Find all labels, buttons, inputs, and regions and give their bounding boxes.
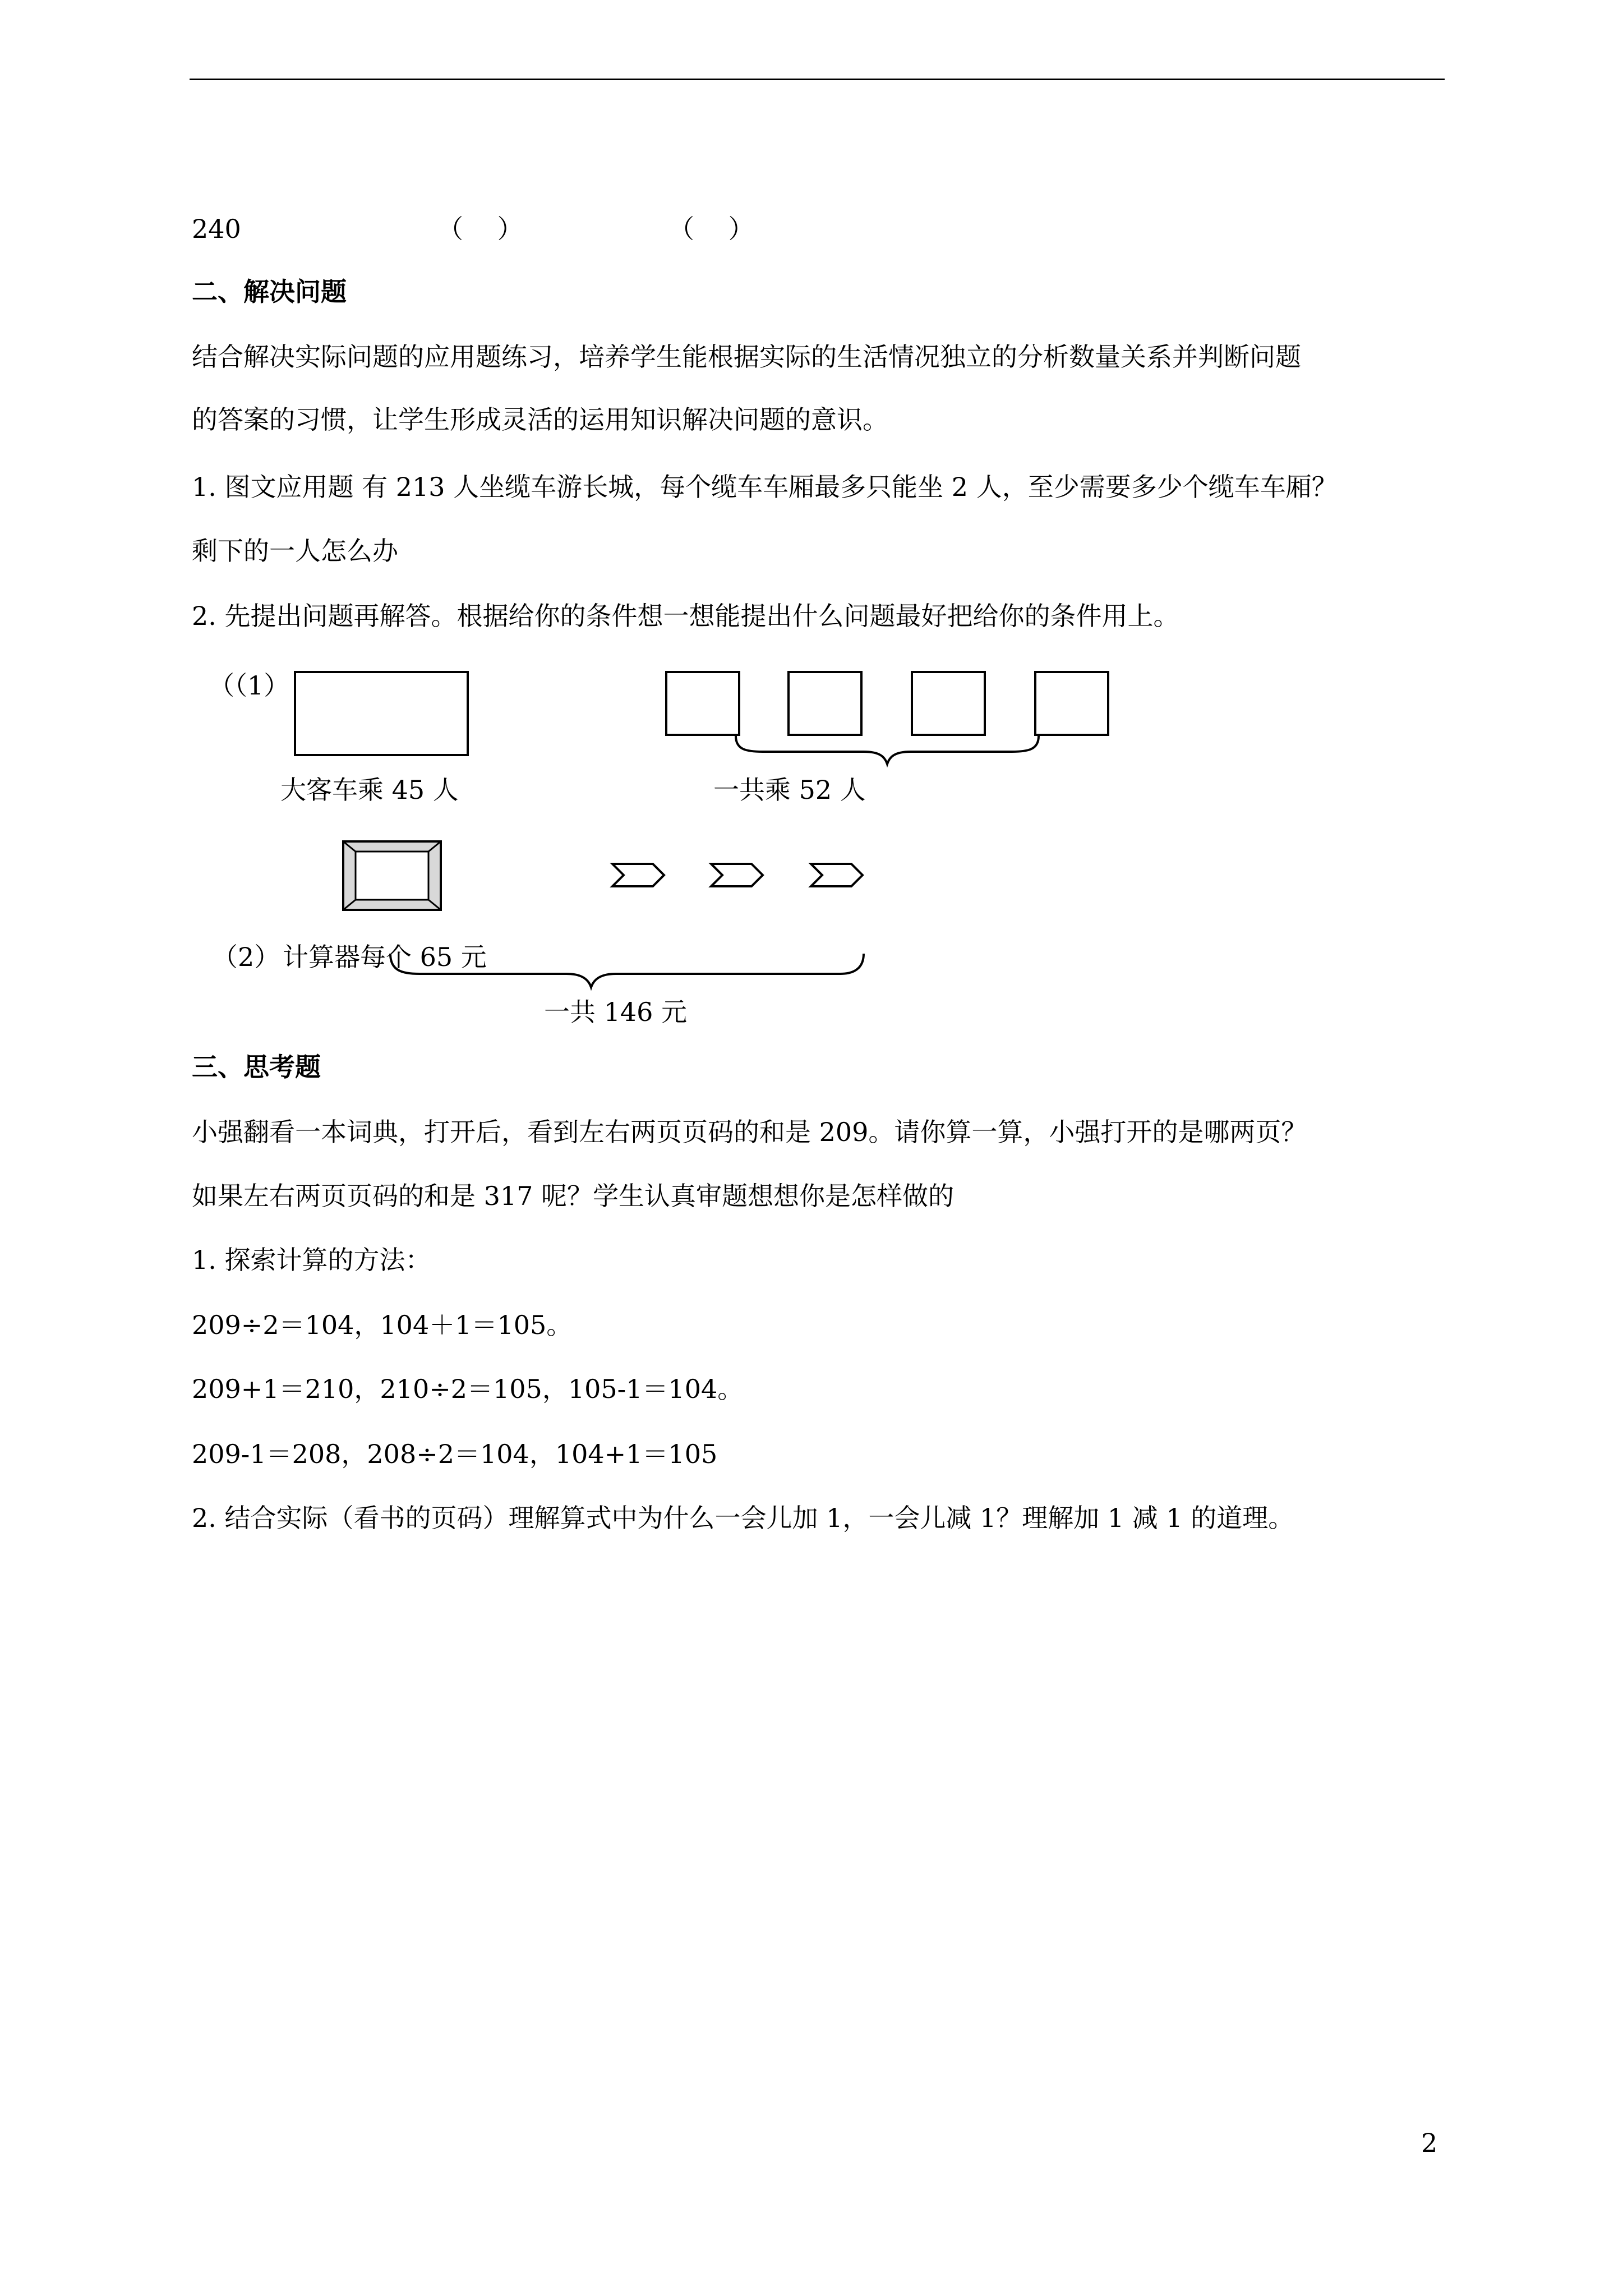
calculation-2: 209+1＝210，210÷2＝105，105-1＝104。 <box>192 1374 744 1404</box>
calculator-caption: 计算器每个 65 元 <box>283 942 487 972</box>
question-2: 2. 先提出问题再解答。根据给你的条件想一想能提出什么问题最好把给你的条件用上。 <box>192 601 1179 631</box>
section-2-intro-line-2: 的答案的习惯，让学生形成灵活的运用知识解决问题的意识。 <box>192 404 888 435</box>
section-3-heading: 三、思考题 <box>192 1052 321 1082</box>
calculation-1: 209÷2＝104，104＋1＝105。 <box>192 1310 573 1340</box>
page-number: 2 <box>1421 2128 1438 2158</box>
chevron-icon-3 <box>811 864 863 886</box>
section-3-question-2: 2. 结合实际（看书的页码）理解算式中为什么一会儿加 1，一会儿减 1？理解加 1 减 1 的道理。 <box>192 1503 1294 1533</box>
calculation-3: 209-1＝208，208÷2＝104，104+1＝105 <box>192 1439 718 1469</box>
total-price-caption: 一共 146 元 <box>544 997 688 1027</box>
section-2-intro-line-1: 结合解决实际问题的应用题练习，培养学生能根据实际的生活情况独立的分析数量关系并判断问题 <box>192 342 1301 372</box>
section-3-line-1: 小强翻看一本词典，打开后，看到左右两页页码的和是 209。请你算一算，小强打开的是哪两页？ <box>192 1117 1307 1147</box>
section-2-heading: 二、解决问题 <box>192 277 347 307</box>
question-1-line-2: 剩下的一人怎么办 <box>192 536 398 566</box>
figure-1-label: （（1） <box>209 670 290 701</box>
chevron-icon-1 <box>612 864 664 886</box>
top-row-blank-1: （ ） <box>437 214 523 244</box>
figure-2-label: （2） <box>212 942 280 972</box>
section-3-line-2: 如果左右两页页码的和是 317 呢？学生认真审题想想你是怎样做的 <box>192 1181 955 1211</box>
question-1-line-1: 1. 图文应用题 有 213 人坐缆车游长城，每个缆车车厢最多只能坐 2 人，至少需要多少个缆车车厢？ <box>192 472 1338 502</box>
brace-figure-1 <box>736 736 1039 764</box>
top-row-blank-2: （ ） <box>668 214 754 244</box>
chevron-icon-2 <box>711 864 763 886</box>
step-title: 1. 探索计算的方法： <box>192 1245 431 1275</box>
bus-caption: 大客车乘 45 人 <box>280 775 459 805</box>
calculator-icon <box>343 841 441 910</box>
total-passengers-caption: 一共乘 52 人 <box>713 775 866 805</box>
top-row-value: 240 <box>192 214 241 244</box>
